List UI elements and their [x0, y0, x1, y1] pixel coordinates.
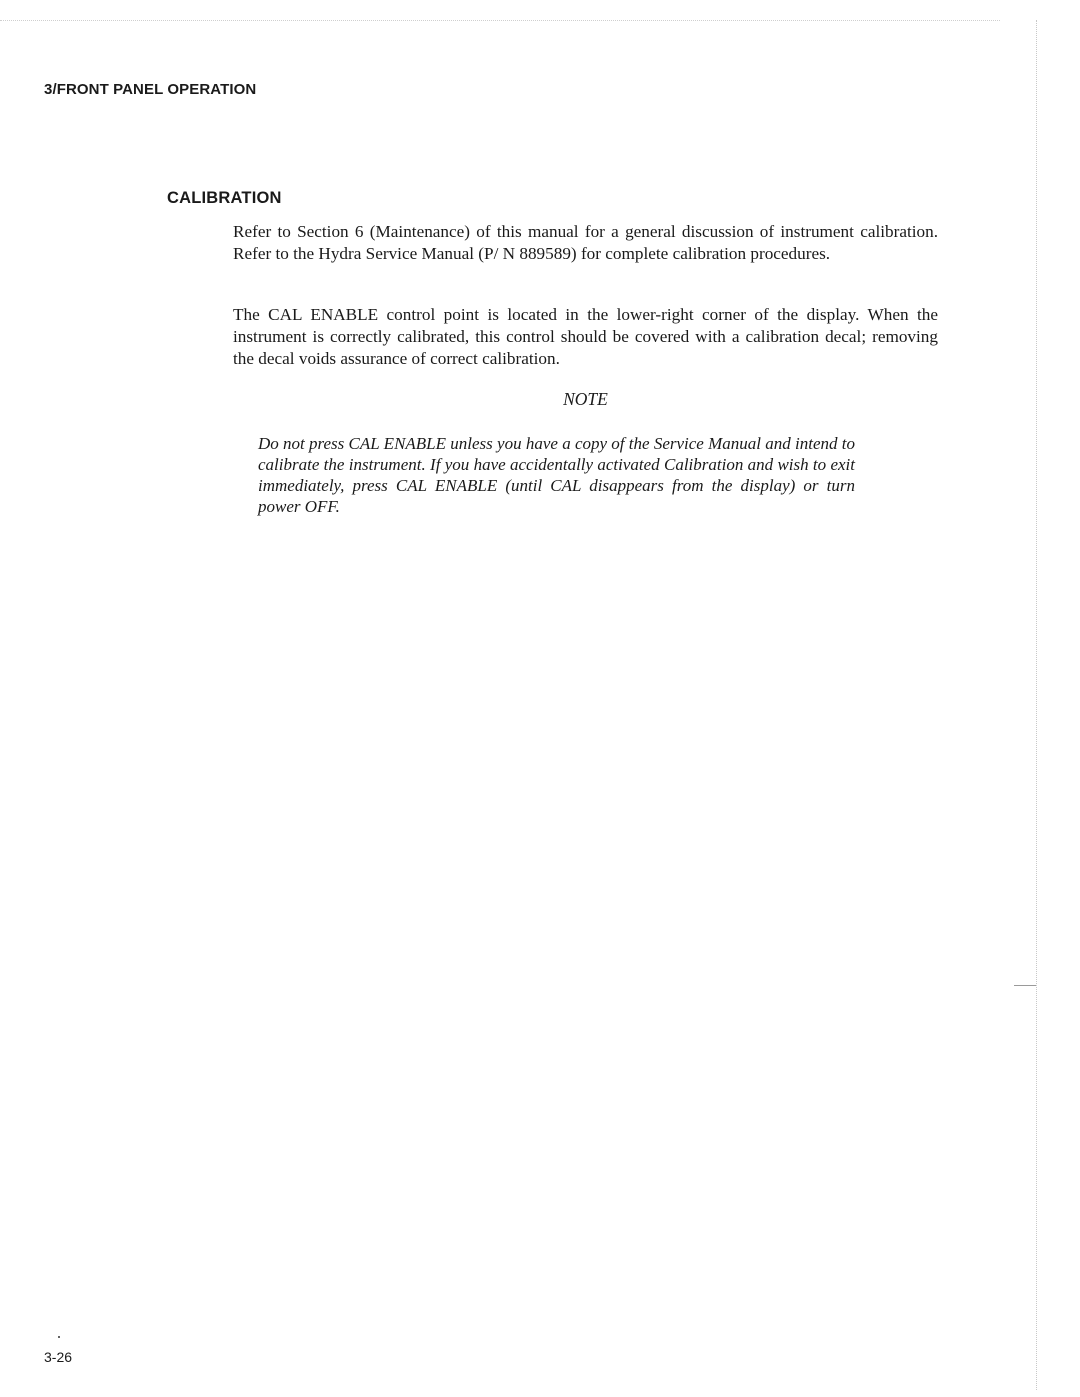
body-paragraph: The CAL ENABLE control point is located in the lower-right corner of the display. When the instrument is correctly calibrated, this control should be covered with a calibration decal; removing the decal voids assurance of correct calibration. [233, 305, 938, 368]
scan-edge-right [1036, 20, 1037, 1390]
scan-mark [1014, 985, 1036, 986]
scan-dot [58, 1336, 60, 1338]
note-title: NOTE [563, 389, 608, 409]
running-head: 3/FRONT PANEL OPERATION [44, 81, 257, 98]
note-text: Do not press CAL ENABLE unless you have a copy of the Service Manual and intend to calibrate the instrument. If you have accidentally activated Calibration and wish to exit immediately, press CAL ENABLE (until CAL disappears from the display) or turn power OFF. [258, 434, 855, 516]
scan-edge-top [0, 20, 1000, 21]
section-title: CALIBRATION [167, 189, 282, 207]
page-number: 3-26 [44, 1349, 73, 1365]
body-paragraph: Refer to Section 6 (Maintenance) of this manual for a general discussion of instrument calibration. Refer to the Hydra Service Manual (P/ N 889589) for complete calibration procedures. [233, 222, 938, 263]
